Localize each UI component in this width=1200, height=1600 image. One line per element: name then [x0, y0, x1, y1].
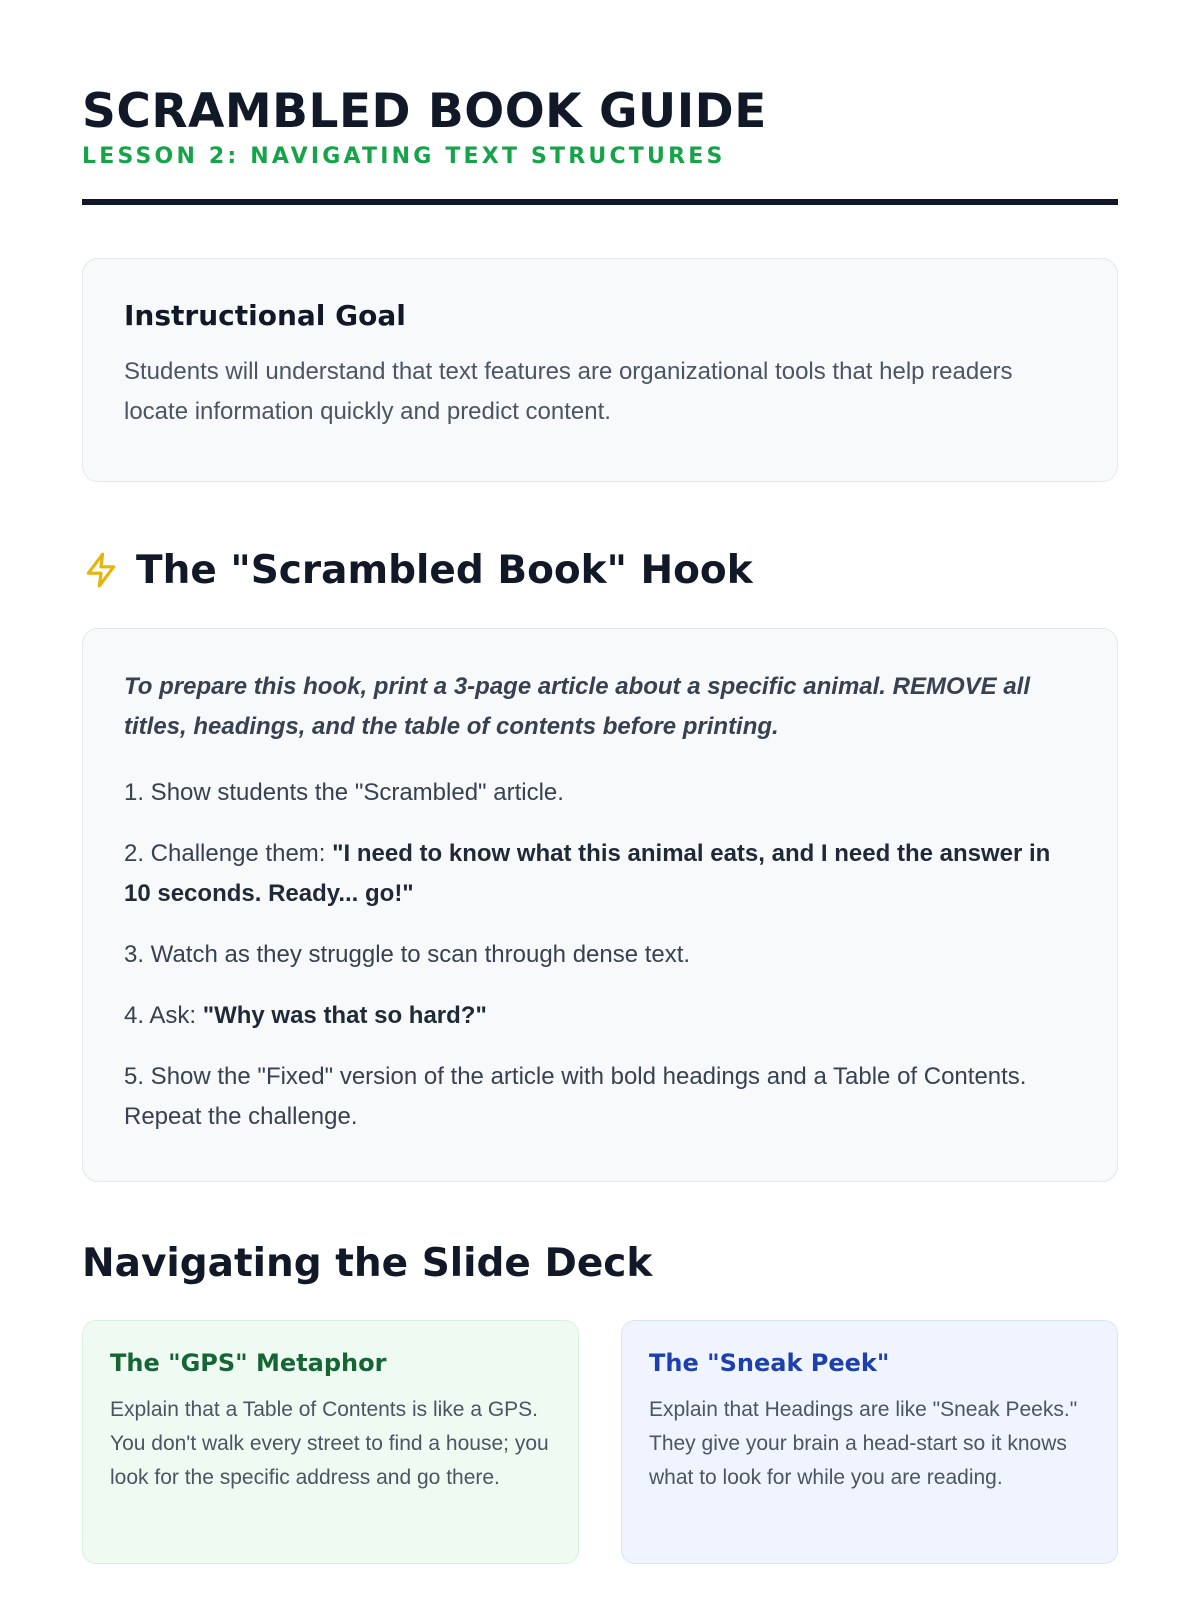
lesson-subtitle: LESSON 2: NAVIGATING TEXT STRUCTURES	[82, 144, 726, 169]
sneak-peek-card	[621, 1320, 1118, 1564]
hook-step-4: 4. Ask: "Why was that so hard?"	[124, 1002, 487, 1029]
hook-step-5: 5. Show the "Fixed" version of the article with bold headings and a Table of Contents. Repeat the challenge.	[124, 1063, 1027, 1130]
title-divider	[82, 199, 1118, 205]
gps-card-title: The "GPS" Metaphor	[110, 1349, 387, 1377]
hook-step-2: 2. Challenge them: "I need to know what this animal eats, and I need the answer in 10 seconds. Ready... go!"	[124, 840, 1051, 907]
hook-step-3: 3. Watch as they struggle to scan through dense text.	[124, 941, 691, 968]
hook-card	[82, 628, 1118, 1182]
hook-heading: The "Scrambled Book" Hook	[136, 547, 753, 593]
gps-card-text: Explain that a Table of Contents is like a GPS. You don't walk every street to find a house; you look for the specific address and go there.	[110, 1398, 549, 1489]
sneak-peek-card-text: Explain that Headings are like "Sneak Peeks." They give your brain a head-start so it knows what to look for while you are reading.	[649, 1398, 1078, 1489]
instructional-goal-card	[82, 258, 1118, 482]
slide-deck-cards	[82, 1320, 1118, 1564]
goal-text: Students will understand that text features are organizational tools that help readers locate information quickly and predict content.	[124, 358, 1013, 425]
hook-step-1: 1. Show students the "Scrambled" article.	[124, 779, 564, 806]
lightning-bolt-icon	[82, 551, 120, 589]
hook-intro: To prepare this hook, print a 3-page article about a specific animal. REMOVE all titles, headings, and the table of contents before printing.	[124, 673, 1030, 740]
sneak-peek-card-title: The "Sneak Peek"	[649, 1349, 890, 1377]
slide-deck-heading: Navigating the Slide Deck	[82, 1241, 653, 1286]
goal-heading: Instructional Goal	[124, 299, 406, 332]
page-title: SCRAMBLED BOOK GUIDE	[82, 84, 767, 139]
hook-steps-list	[124, 773, 1076, 1137]
gps-metaphor-card	[82, 1320, 579, 1564]
hook-heading-row	[82, 542, 1118, 598]
